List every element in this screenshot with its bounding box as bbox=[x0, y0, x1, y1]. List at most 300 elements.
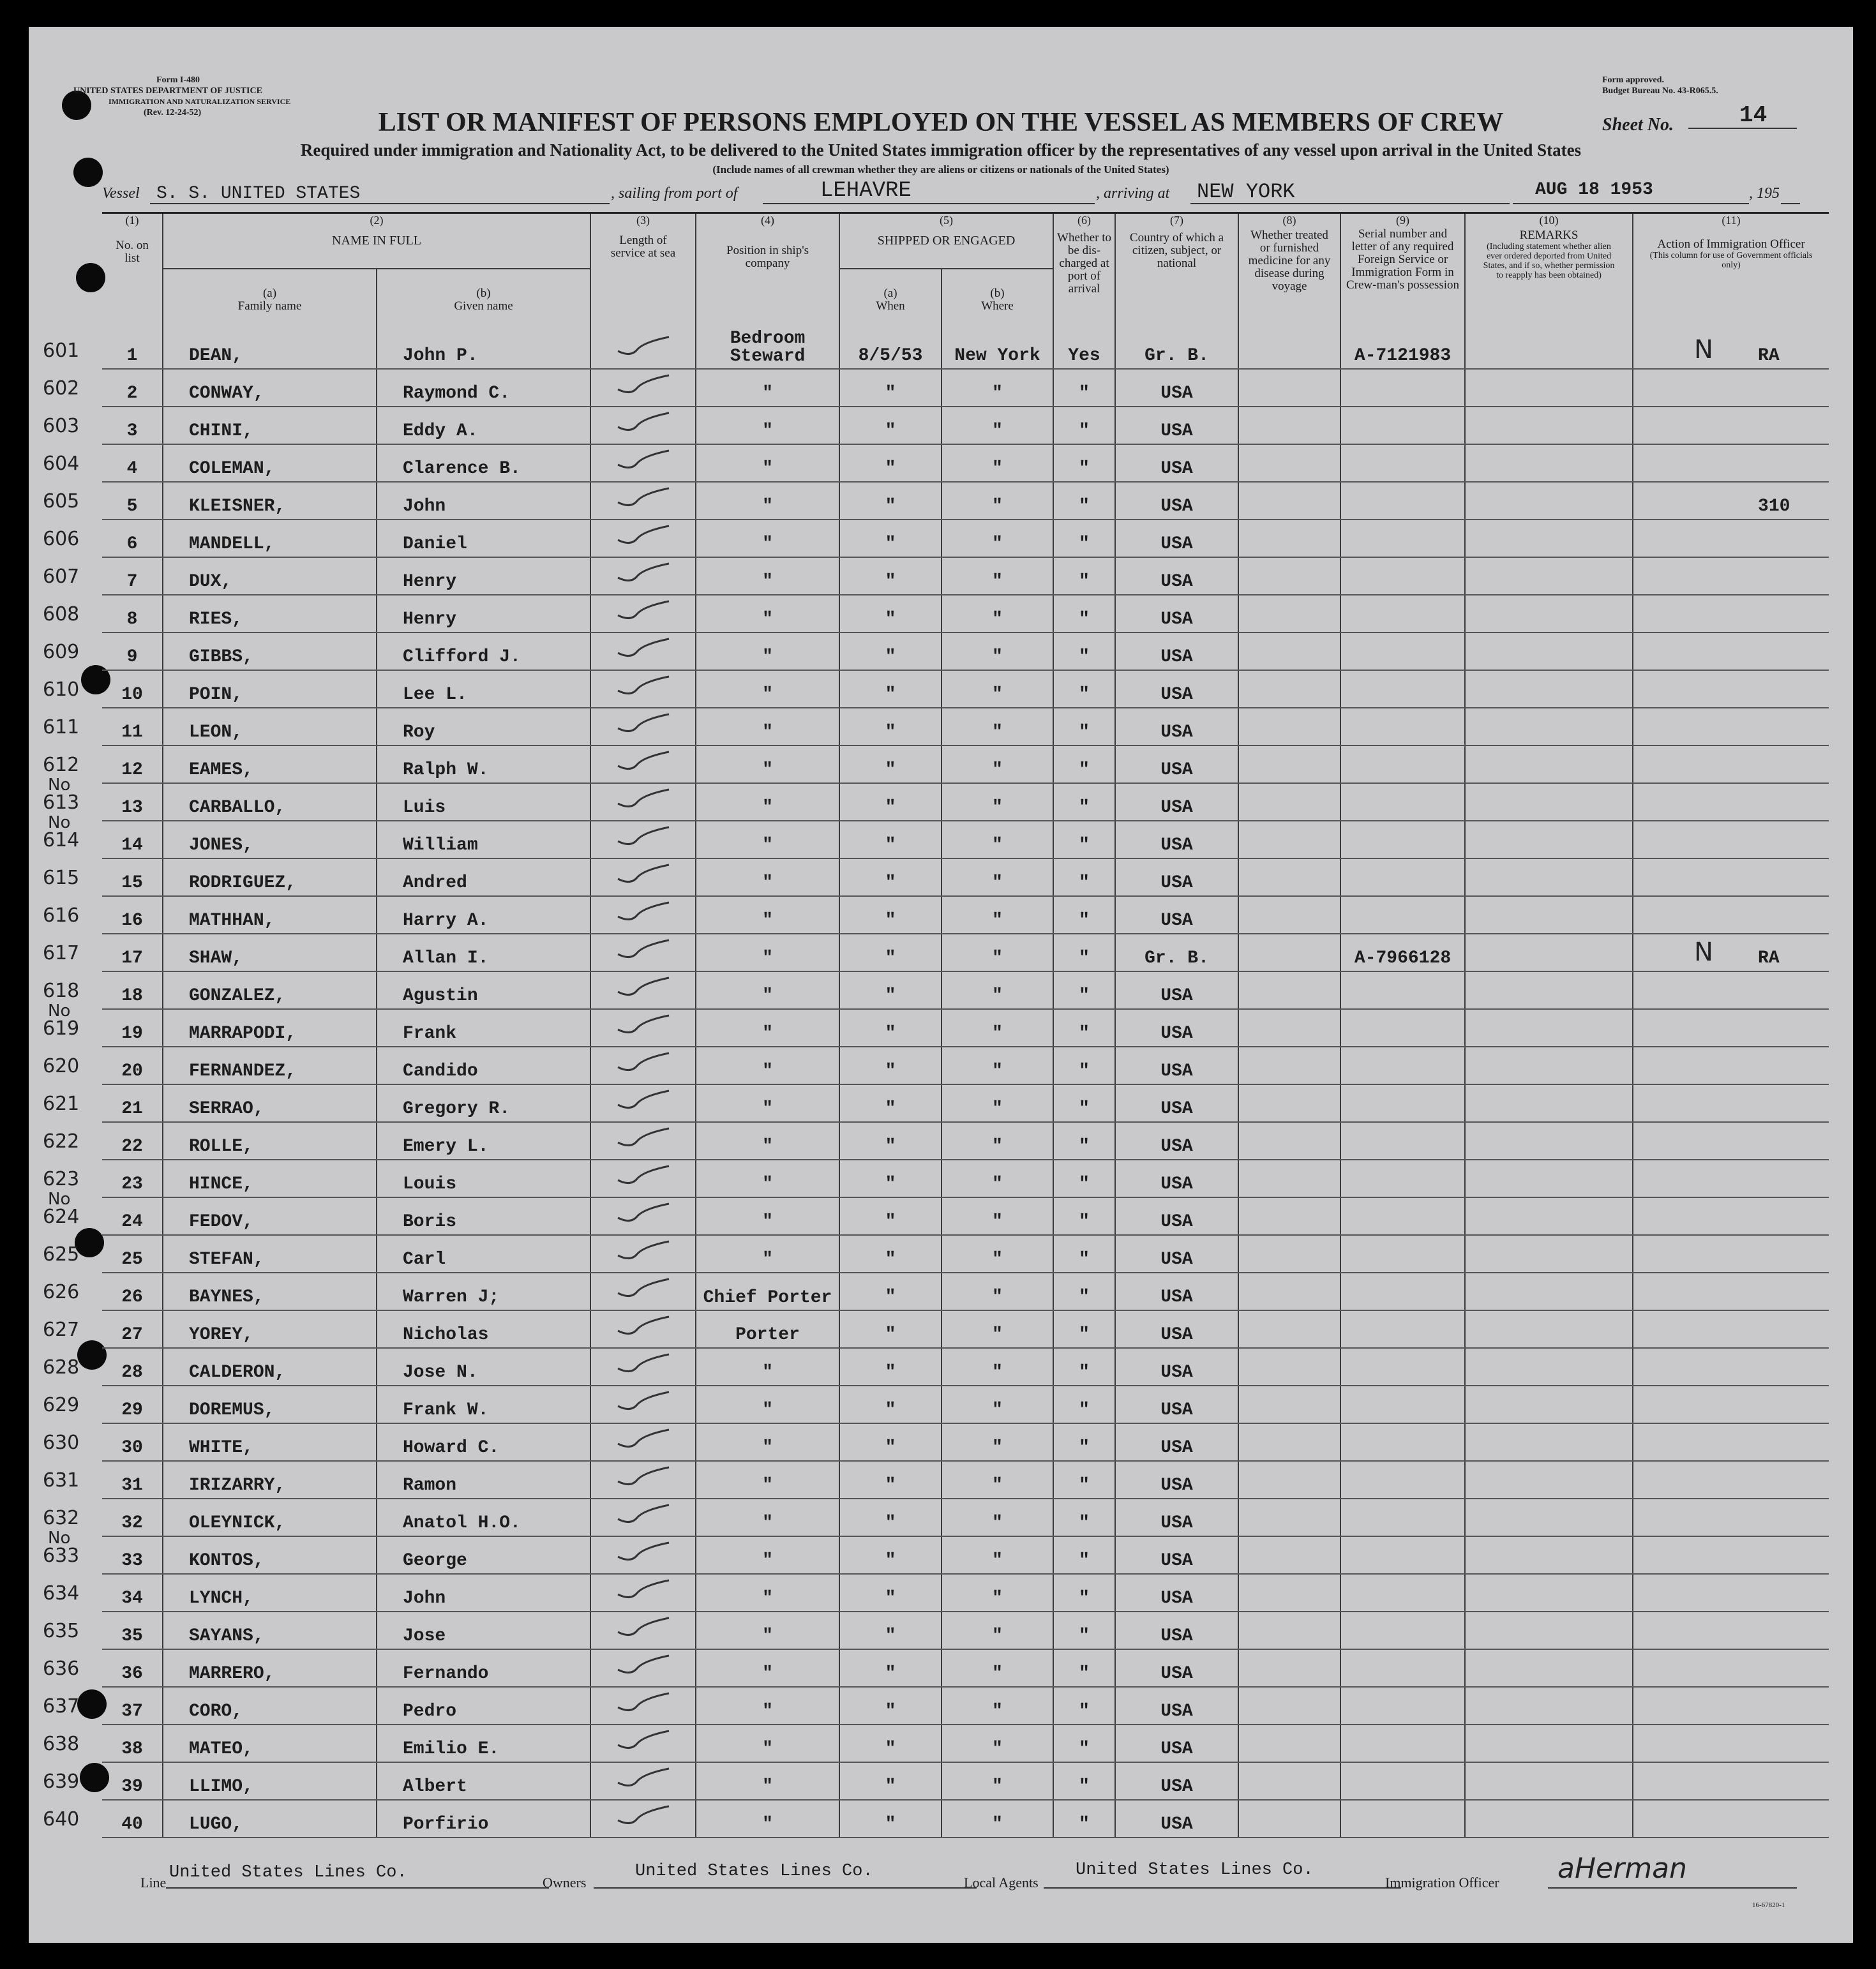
cell-giv: Daniel bbox=[377, 520, 590, 557]
check-mark-icon bbox=[612, 1538, 675, 1564]
cell-fam: COLEMAN, bbox=[163, 444, 377, 482]
col-number: (9) bbox=[1396, 214, 1410, 227]
cell-when: " bbox=[839, 1612, 942, 1649]
table-row bbox=[102, 1461, 1829, 1499]
cell-cty: USA bbox=[1115, 1273, 1238, 1310]
cell-chk bbox=[590, 1197, 696, 1235]
table-row bbox=[102, 520, 1829, 557]
cell-dis: " bbox=[1053, 595, 1115, 633]
cell-cty: USA bbox=[1115, 745, 1238, 783]
cell-chk bbox=[590, 1649, 696, 1687]
cell-when: " bbox=[839, 444, 942, 482]
action-code: RA bbox=[1758, 346, 1780, 366]
cell-where: " bbox=[942, 1800, 1053, 1838]
cell-giv: John bbox=[377, 1574, 590, 1612]
cell-ser bbox=[1340, 1009, 1465, 1047]
cell-dis: " bbox=[1053, 1122, 1115, 1160]
header-position bbox=[696, 213, 839, 331]
cell-giv: Jose bbox=[377, 1612, 590, 1649]
cell-when: " bbox=[839, 1800, 942, 1838]
cell-cty: USA bbox=[1115, 1536, 1238, 1574]
cell-chk bbox=[590, 1762, 696, 1800]
header-family-name: (a) Family name bbox=[163, 269, 377, 330]
cell-med bbox=[1238, 1574, 1340, 1612]
cell-when: " bbox=[839, 745, 942, 783]
cell-num: 34 bbox=[102, 1574, 163, 1612]
cell-pos: " bbox=[696, 1122, 839, 1160]
handwritten-list-number: 629 bbox=[43, 1394, 80, 1416]
port-to-underline bbox=[1190, 203, 1510, 204]
cell-ser bbox=[1340, 670, 1465, 708]
cell-med bbox=[1238, 858, 1340, 896]
check-mark-icon bbox=[612, 596, 675, 623]
cell-cty: USA bbox=[1115, 1612, 1238, 1649]
cell-giv: Carl bbox=[377, 1235, 590, 1273]
header-label: No. on list bbox=[116, 239, 149, 265]
table-row bbox=[102, 369, 1829, 407]
cell-fam: MANDELL, bbox=[163, 520, 377, 557]
cell-cty: USA bbox=[1115, 1197, 1238, 1235]
check-mark-icon bbox=[612, 897, 675, 924]
cell-chk bbox=[590, 595, 696, 633]
table-row bbox=[102, 971, 1829, 1009]
cell-chk bbox=[590, 1235, 696, 1273]
cell-pos: " bbox=[696, 595, 839, 633]
cell-num: 8 bbox=[102, 595, 163, 633]
cell-pos: " bbox=[696, 1047, 839, 1084]
crew-manifest-table bbox=[102, 212, 1829, 1838]
cell-fam: SAYANS, bbox=[163, 1612, 377, 1649]
action-code: 310 bbox=[1758, 497, 1790, 516]
header-discharged bbox=[1053, 213, 1115, 331]
agents-label: Local Agents bbox=[964, 1875, 1039, 1890]
handwritten-list-number: 638 bbox=[43, 1733, 80, 1755]
cell-ser bbox=[1340, 1536, 1465, 1574]
cell-rem bbox=[1465, 330, 1633, 369]
cell-ser bbox=[1340, 444, 1465, 482]
cell-when: " bbox=[839, 1725, 942, 1762]
cell-where: " bbox=[942, 783, 1053, 821]
cell-chk bbox=[590, 482, 696, 520]
cell-num: 18 bbox=[102, 971, 163, 1009]
cell-cty: USA bbox=[1115, 1122, 1238, 1160]
cell-cty: USA bbox=[1115, 783, 1238, 821]
header-action bbox=[1633, 213, 1829, 331]
cell-chk bbox=[590, 896, 696, 934]
check-mark-icon bbox=[612, 1575, 675, 1602]
cell-dis: " bbox=[1053, 1423, 1115, 1461]
cell-fam: GONZALEZ, bbox=[163, 971, 377, 1009]
cell-pos: " bbox=[696, 407, 839, 444]
handwritten-no-mark: No bbox=[48, 1529, 71, 1548]
cell-num: 28 bbox=[102, 1348, 163, 1386]
header-label: Serial number and letter of any required Foreign Service or Immigration Form in Crew-man's possession bbox=[1346, 227, 1460, 292]
table-row bbox=[102, 858, 1829, 896]
col-number: (6) bbox=[1077, 214, 1092, 227]
cell-fam: CONWAY, bbox=[163, 369, 377, 407]
cell-fam: MARRAPODI, bbox=[163, 1009, 377, 1047]
table-row bbox=[102, 1348, 1829, 1386]
handwritten-list-number: 605 bbox=[43, 490, 80, 513]
cell-num: 32 bbox=[102, 1499, 163, 1536]
handwritten-no-mark: No bbox=[48, 813, 71, 832]
cell-ser bbox=[1340, 520, 1465, 557]
cell-num: 9 bbox=[102, 633, 163, 670]
cell-med bbox=[1238, 1725, 1340, 1762]
cell-giv: Emilio E. bbox=[377, 1725, 590, 1762]
cell-rem bbox=[1465, 1047, 1633, 1084]
cell-act bbox=[1633, 896, 1829, 934]
cell-rem bbox=[1465, 1273, 1633, 1310]
cell-ser bbox=[1340, 407, 1465, 444]
cell-when: " bbox=[839, 1574, 942, 1612]
cell-num: 20 bbox=[102, 1047, 163, 1084]
cell-act bbox=[1633, 1235, 1829, 1273]
cell-ser bbox=[1340, 896, 1465, 934]
cell-num: 39 bbox=[102, 1762, 163, 1800]
cell-rem bbox=[1465, 1386, 1633, 1423]
cell-rem bbox=[1465, 1499, 1633, 1536]
cell-pos: " bbox=[696, 783, 839, 821]
cell-pos: " bbox=[696, 1612, 839, 1649]
cell-when: " bbox=[839, 821, 942, 858]
cell-num: 16 bbox=[102, 896, 163, 934]
cell-act bbox=[1633, 1084, 1829, 1122]
cell-cty: USA bbox=[1115, 482, 1238, 520]
cell-dis: " bbox=[1053, 858, 1115, 896]
punch-hole bbox=[76, 263, 105, 292]
cell-act bbox=[1633, 670, 1829, 708]
cell-when: " bbox=[839, 1499, 942, 1536]
cell-ser: A-7121983 bbox=[1340, 330, 1465, 369]
table-row bbox=[102, 1047, 1829, 1084]
cell-giv: John bbox=[377, 482, 590, 520]
cell-cty: USA bbox=[1115, 520, 1238, 557]
cell-chk bbox=[590, 1310, 696, 1348]
agents-underline bbox=[1044, 1887, 1401, 1889]
table-row bbox=[102, 1197, 1829, 1235]
cell-num: 35 bbox=[102, 1612, 163, 1649]
cell-giv: Louis bbox=[377, 1160, 590, 1197]
cell-where: " bbox=[942, 1574, 1053, 1612]
cell-dis: " bbox=[1053, 971, 1115, 1009]
cell-giv: Fernando bbox=[377, 1649, 590, 1687]
cell-pos: " bbox=[696, 670, 839, 708]
cell-pos: " bbox=[696, 1536, 839, 1574]
cell-ser bbox=[1340, 1047, 1465, 1084]
handwritten-list-number: 622 bbox=[43, 1130, 80, 1153]
cell-rem bbox=[1465, 670, 1633, 708]
cell-dis: " bbox=[1053, 633, 1115, 670]
cell-dis: " bbox=[1053, 1687, 1115, 1725]
cell-where: " bbox=[942, 1235, 1053, 1273]
cell-num: 23 bbox=[102, 1160, 163, 1197]
header-label: Position in ship's company bbox=[726, 244, 809, 270]
cell-fam: DOREMUS, bbox=[163, 1386, 377, 1423]
cell-med bbox=[1238, 407, 1340, 444]
cell-when: " bbox=[839, 633, 942, 670]
required-line: Required under immigration and Nationality Act, to be delivered to the United States immigration officer by the representatives of any vessel upon arrival in the United States bbox=[300, 140, 1582, 160]
revision: (Rev. 12-24-52) bbox=[144, 108, 202, 117]
cell-giv: Emery L. bbox=[377, 1122, 590, 1160]
header-where: (b) Where bbox=[942, 269, 1053, 330]
check-mark-icon bbox=[612, 1462, 675, 1489]
header-no-on-list bbox=[102, 213, 163, 331]
cell-med bbox=[1238, 1423, 1340, 1461]
cell-dis: " bbox=[1053, 1197, 1115, 1235]
cell-med bbox=[1238, 557, 1340, 595]
cell-rem bbox=[1465, 1574, 1633, 1612]
cell-pos: " bbox=[696, 934, 839, 971]
cell-med bbox=[1238, 633, 1340, 670]
col-number: (1) bbox=[125, 214, 139, 227]
cell-cty: USA bbox=[1115, 821, 1238, 858]
cell-chk bbox=[590, 369, 696, 407]
cell-med bbox=[1238, 1084, 1340, 1122]
handwritten-list-number: 621 bbox=[43, 1093, 80, 1115]
cell-where: " bbox=[942, 1122, 1053, 1160]
cell-med bbox=[1238, 1348, 1340, 1386]
table-row bbox=[102, 670, 1829, 708]
check-mark-icon bbox=[612, 1801, 675, 1828]
cell-when: " bbox=[839, 1235, 942, 1273]
cell-chk bbox=[590, 1122, 696, 1160]
cell-rem bbox=[1465, 1310, 1633, 1348]
cell-dis: " bbox=[1053, 1160, 1115, 1197]
cell-when: " bbox=[839, 934, 942, 971]
form-title: LIST OR MANIFEST OF PERSONS EMPLOYED ON THE VESSEL AS MEMBERS OF CREW bbox=[378, 108, 1504, 137]
cell-dis: " bbox=[1053, 1235, 1115, 1273]
table-row bbox=[102, 1800, 1829, 1838]
cell-act bbox=[1633, 1197, 1829, 1235]
cell-fam: LUGO, bbox=[163, 1800, 377, 1838]
cell-when: " bbox=[839, 1762, 942, 1800]
cell-chk bbox=[590, 934, 696, 971]
cell-rem bbox=[1465, 1687, 1633, 1725]
cell-giv: Warren J; bbox=[377, 1273, 590, 1310]
cell-act bbox=[1633, 369, 1829, 407]
handwritten-list-number: 634 bbox=[43, 1582, 80, 1605]
cell-giv: Luis bbox=[377, 783, 590, 821]
header-label: Whether treated or furnished medicine for any disease during voyage bbox=[1248, 228, 1331, 293]
cell-med bbox=[1238, 1386, 1340, 1423]
cell-dis: " bbox=[1053, 1800, 1115, 1838]
cell-chk bbox=[590, 1725, 696, 1762]
cell-fam: GIBBS, bbox=[163, 633, 377, 670]
cell-act bbox=[1633, 1536, 1829, 1574]
cell-med bbox=[1238, 1649, 1340, 1687]
cell-ser bbox=[1340, 745, 1465, 783]
cell-ser bbox=[1340, 1084, 1465, 1122]
table-row bbox=[102, 896, 1829, 934]
cell-giv: Clarence B. bbox=[377, 444, 590, 482]
cell-cty: USA bbox=[1115, 896, 1238, 934]
cell-dis: " bbox=[1053, 1612, 1115, 1649]
cell-num: 21 bbox=[102, 1084, 163, 1122]
cell-cty: USA bbox=[1115, 1574, 1238, 1612]
cell-chk bbox=[590, 708, 696, 745]
cell-ser: A-7966128 bbox=[1340, 934, 1465, 971]
table-row bbox=[102, 407, 1829, 444]
cell-ser bbox=[1340, 1423, 1465, 1461]
cell-giv: Gregory R. bbox=[377, 1084, 590, 1122]
cell-num: 29 bbox=[102, 1386, 163, 1423]
check-mark-icon bbox=[612, 1613, 675, 1640]
cell-cty: Gr. B. bbox=[1115, 934, 1238, 971]
cell-rem bbox=[1465, 1612, 1633, 1649]
cell-rem bbox=[1465, 934, 1633, 971]
handwritten-list-number: 603 bbox=[43, 415, 80, 437]
cell-fam: IRIZARRY, bbox=[163, 1461, 377, 1499]
cell-pos: Bedroom Steward bbox=[696, 330, 839, 369]
year-suffix: , 195 bbox=[1749, 185, 1780, 202]
cell-chk bbox=[590, 1084, 696, 1122]
handwritten-no-mark: No bbox=[48, 1190, 71, 1209]
cell-ser bbox=[1340, 1461, 1465, 1499]
cell-ser bbox=[1340, 369, 1465, 407]
header-label: Whether to be dis-charged at port of arrival bbox=[1057, 231, 1111, 296]
cell-dis: " bbox=[1053, 1009, 1115, 1047]
cell-rem bbox=[1465, 821, 1633, 858]
cell-chk bbox=[590, 1499, 696, 1536]
cell-rem bbox=[1465, 1235, 1633, 1273]
cell-ser bbox=[1340, 708, 1465, 745]
cell-med bbox=[1238, 1687, 1340, 1725]
cell-rem bbox=[1465, 633, 1633, 670]
owners-value: United States Lines Co. bbox=[635, 1862, 873, 1881]
cell-when: " bbox=[839, 1348, 942, 1386]
cell-chk bbox=[590, 858, 696, 896]
cell-cty: USA bbox=[1115, 670, 1238, 708]
cell-rem bbox=[1465, 557, 1633, 595]
vessel-underline bbox=[150, 203, 610, 204]
cell-num: 13 bbox=[102, 783, 163, 821]
handwritten-list-number: 607 bbox=[43, 565, 80, 588]
check-mark-icon bbox=[612, 860, 675, 887]
cell-cty: USA bbox=[1115, 858, 1238, 896]
cell-cty: USA bbox=[1115, 1649, 1238, 1687]
header-label: SHIPPED OR ENGAGED bbox=[877, 234, 1016, 248]
cell-num: 19 bbox=[102, 1009, 163, 1047]
cell-act bbox=[1633, 407, 1829, 444]
cell-num: 1 bbox=[102, 330, 163, 369]
cell-cty: USA bbox=[1115, 1348, 1238, 1386]
cell-num: 14 bbox=[102, 821, 163, 858]
cell-dis: " bbox=[1053, 1047, 1115, 1084]
cell-act bbox=[1633, 745, 1829, 783]
cell-giv: Howard C. bbox=[377, 1423, 590, 1461]
cell-fam: LLIMO, bbox=[163, 1762, 377, 1800]
cell-cty: USA bbox=[1115, 1800, 1238, 1838]
check-mark-icon bbox=[612, 332, 675, 359]
cell-giv: Raymond C. bbox=[377, 369, 590, 407]
check-mark-icon bbox=[612, 822, 675, 849]
cell-act bbox=[1633, 595, 1829, 633]
check-mark-icon bbox=[612, 747, 675, 774]
cell-when: " bbox=[839, 1273, 942, 1310]
table-row bbox=[102, 1235, 1829, 1273]
cell-chk bbox=[590, 1423, 696, 1461]
cell-fam: YOREY, bbox=[163, 1310, 377, 1348]
sheet-underline bbox=[1688, 128, 1797, 129]
cell-when: " bbox=[839, 595, 942, 633]
cell-where: " bbox=[942, 670, 1053, 708]
handwritten-list-number: 625 bbox=[43, 1243, 80, 1266]
handwritten-list-number: 614 bbox=[43, 829, 80, 851]
cell-fam: CARBALLO, bbox=[163, 783, 377, 821]
cell-rem bbox=[1465, 745, 1633, 783]
cell-giv: George bbox=[377, 1536, 590, 1574]
handwritten-list-number: 606 bbox=[43, 528, 80, 550]
cell-ser bbox=[1340, 557, 1465, 595]
cell-pos: " bbox=[696, 971, 839, 1009]
cell-fam: CHINI, bbox=[163, 407, 377, 444]
handwritten-list-number: 612 bbox=[43, 754, 80, 776]
cell-cty: USA bbox=[1115, 1084, 1238, 1122]
col-number: (3) bbox=[636, 214, 650, 227]
header-given-name: (b) Given name bbox=[377, 269, 590, 330]
cell-ser bbox=[1340, 971, 1465, 1009]
cell-chk bbox=[590, 1160, 696, 1197]
cell-pos: " bbox=[696, 858, 839, 896]
cell-act bbox=[1633, 1649, 1829, 1687]
cell-dis: " bbox=[1053, 520, 1115, 557]
cell-chk bbox=[590, 1612, 696, 1649]
col-number: (11) bbox=[1722, 214, 1741, 227]
table-row bbox=[102, 482, 1829, 520]
table-row bbox=[102, 595, 1829, 633]
cell-dis: Yes bbox=[1053, 330, 1115, 369]
check-mark-icon bbox=[612, 671, 675, 698]
cell-chk bbox=[590, 330, 696, 369]
cell-rem bbox=[1465, 971, 1633, 1009]
cell-num: 12 bbox=[102, 745, 163, 783]
cell-pos: " bbox=[696, 1800, 839, 1838]
cell-dis: " bbox=[1053, 1273, 1115, 1310]
cell-when: " bbox=[839, 1197, 942, 1235]
cell-pos: " bbox=[696, 1762, 839, 1800]
cell-giv: Agustin bbox=[377, 971, 590, 1009]
cell-dis: " bbox=[1053, 821, 1115, 858]
cell-num: 10 bbox=[102, 670, 163, 708]
cell-fam: OLEYNICK, bbox=[163, 1499, 377, 1536]
cell-cty: USA bbox=[1115, 444, 1238, 482]
cell-pos: " bbox=[696, 1160, 839, 1197]
cell-pos: " bbox=[696, 369, 839, 407]
cell-giv: Pedro bbox=[377, 1687, 590, 1725]
cell-act bbox=[1633, 1160, 1829, 1197]
check-mark-icon bbox=[612, 1726, 675, 1753]
col-number: (10) bbox=[1539, 214, 1559, 227]
cell-fam: DEAN, bbox=[163, 330, 377, 369]
cell-chk bbox=[590, 520, 696, 557]
cell-rem bbox=[1465, 708, 1633, 745]
cell-giv: Roy bbox=[377, 708, 590, 745]
action-code: RA bbox=[1758, 948, 1780, 968]
cell-when: " bbox=[839, 971, 942, 1009]
handwritten-list-number: 628 bbox=[43, 1356, 80, 1379]
cell-ser bbox=[1340, 1160, 1465, 1197]
header-label: Length of service at sea bbox=[610, 234, 676, 260]
cell-where: " bbox=[942, 708, 1053, 745]
cell-when: " bbox=[839, 1047, 942, 1084]
cell-where: " bbox=[942, 1687, 1053, 1725]
table-row bbox=[102, 1536, 1829, 1574]
cell-rem bbox=[1465, 407, 1633, 444]
cell-rem bbox=[1465, 1009, 1633, 1047]
cell-chk bbox=[590, 1687, 696, 1725]
handwritten-list-number: 615 bbox=[43, 867, 80, 889]
